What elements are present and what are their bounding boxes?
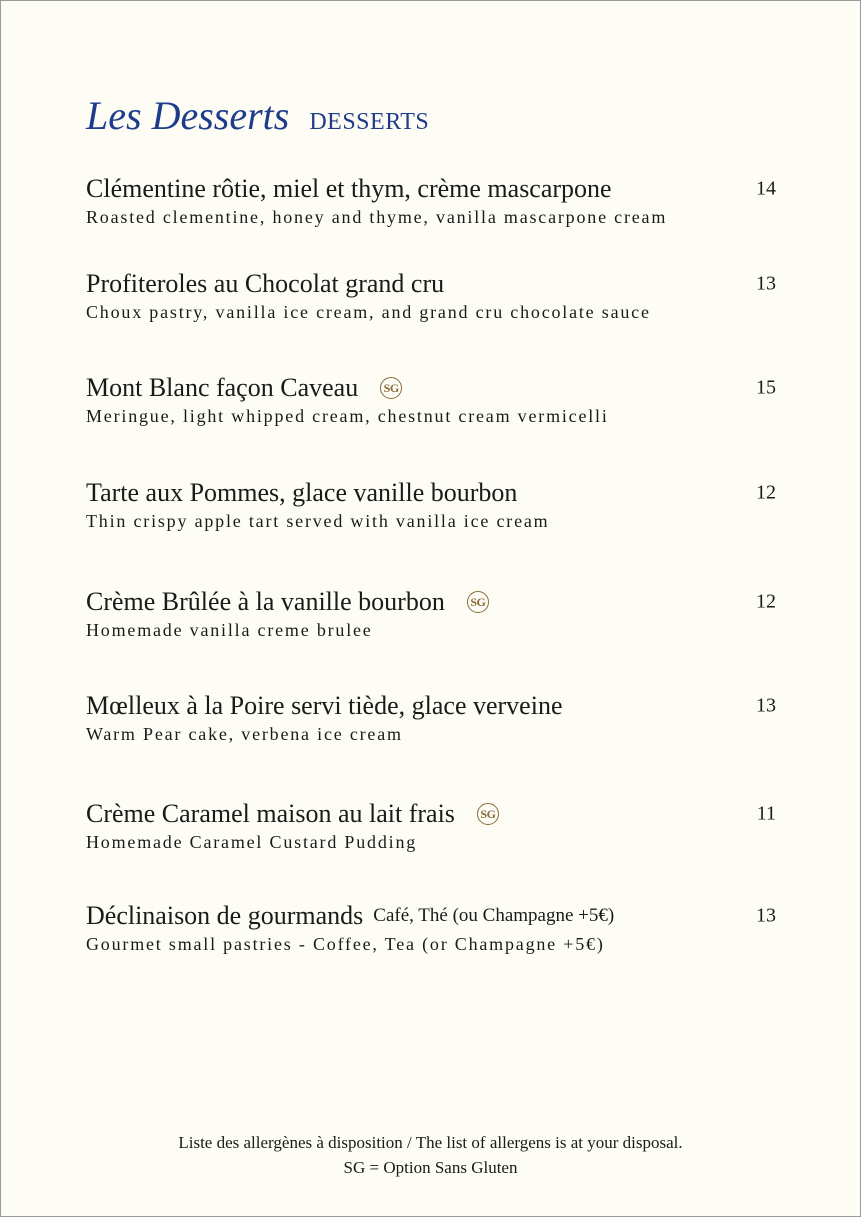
- allergen-note: Liste des allergènes à disposition / The list of allergens is at your disposal.: [178, 1133, 683, 1152]
- gluten-free-badge-icon: SG: [380, 377, 402, 399]
- menu-item-description: Warm Pear cake, verbena ice cream: [86, 724, 403, 744]
- menu-item-name: Clémentine rôtie, miel et thym, crème mascarpone: [86, 174, 612, 203]
- menu-item: [86, 268, 776, 323]
- menu-item: [86, 586, 776, 641]
- menu-item-name: Profiteroles au Chocolat grand cru: [86, 269, 445, 298]
- menu-item-extra: Café, Thé (ou Champagne +5€): [373, 905, 615, 926]
- menu-item-description: Choux pastry, vanilla ice cream, and grand cru chocolate sauce: [86, 302, 651, 322]
- menu-item-price: 11: [756, 802, 776, 825]
- menu-item-price: 12: [756, 590, 776, 613]
- menu-item-name: Tarte aux Pommes, glace vanille bourbon: [86, 478, 518, 507]
- menu-item-description: Homemade vanilla creme brulee: [86, 620, 373, 640]
- page-subtitle: DESSERTS: [309, 109, 430, 135]
- menu-item-description: Homemade Caramel Custard Pudding: [86, 832, 418, 852]
- menu-item-price: 13: [756, 904, 776, 927]
- allergen-footer: [0, 1130, 861, 1180]
- menu-item-description: Meringue, light whipped cream, chestnut cream vermicelli: [86, 406, 609, 426]
- menu-item-name: Mont Blanc façon Caveau: [86, 373, 359, 402]
- menu-item-name: Crème Brûlée à la vanille bourbon: [86, 587, 445, 616]
- menu-item: [86, 798, 776, 853]
- page-title: Les Desserts: [86, 93, 290, 138]
- menu-item: [86, 173, 776, 228]
- gluten-free-legend: SG = Option Sans Gluten: [343, 1158, 518, 1177]
- menu-item-name: Crème Caramel maison au lait frais: [86, 799, 455, 828]
- gluten-free-badge-icon: SG: [477, 803, 499, 825]
- menu-item-description: Roasted clementine, honey and thyme, vanilla mascarpone cream: [86, 207, 668, 227]
- menu-item-price: 15: [756, 376, 776, 399]
- menu-item: [86, 477, 776, 532]
- menu-item: [86, 690, 776, 745]
- menu-item-name: Déclinaison de gourmands: [86, 901, 364, 930]
- menu-header: [86, 92, 429, 139]
- menu-item: [86, 372, 776, 427]
- menu-item: [86, 900, 776, 955]
- menu-item-price: 12: [756, 481, 776, 504]
- menu-item-description: Gourmet small pastries - Coffee, Tea (or Champagne +5€): [86, 934, 605, 954]
- menu-item-description: Thin crispy apple tart served with vanilla ice cream: [86, 511, 550, 531]
- menu-item-price: 13: [756, 272, 776, 295]
- gluten-free-badge-icon: SG: [467, 591, 489, 613]
- menu-item-price: 14: [756, 177, 776, 200]
- menu-item-price: 13: [756, 694, 776, 717]
- menu-item-name: Mœlleux à la Poire servi tiède, glace verveine: [86, 691, 563, 720]
